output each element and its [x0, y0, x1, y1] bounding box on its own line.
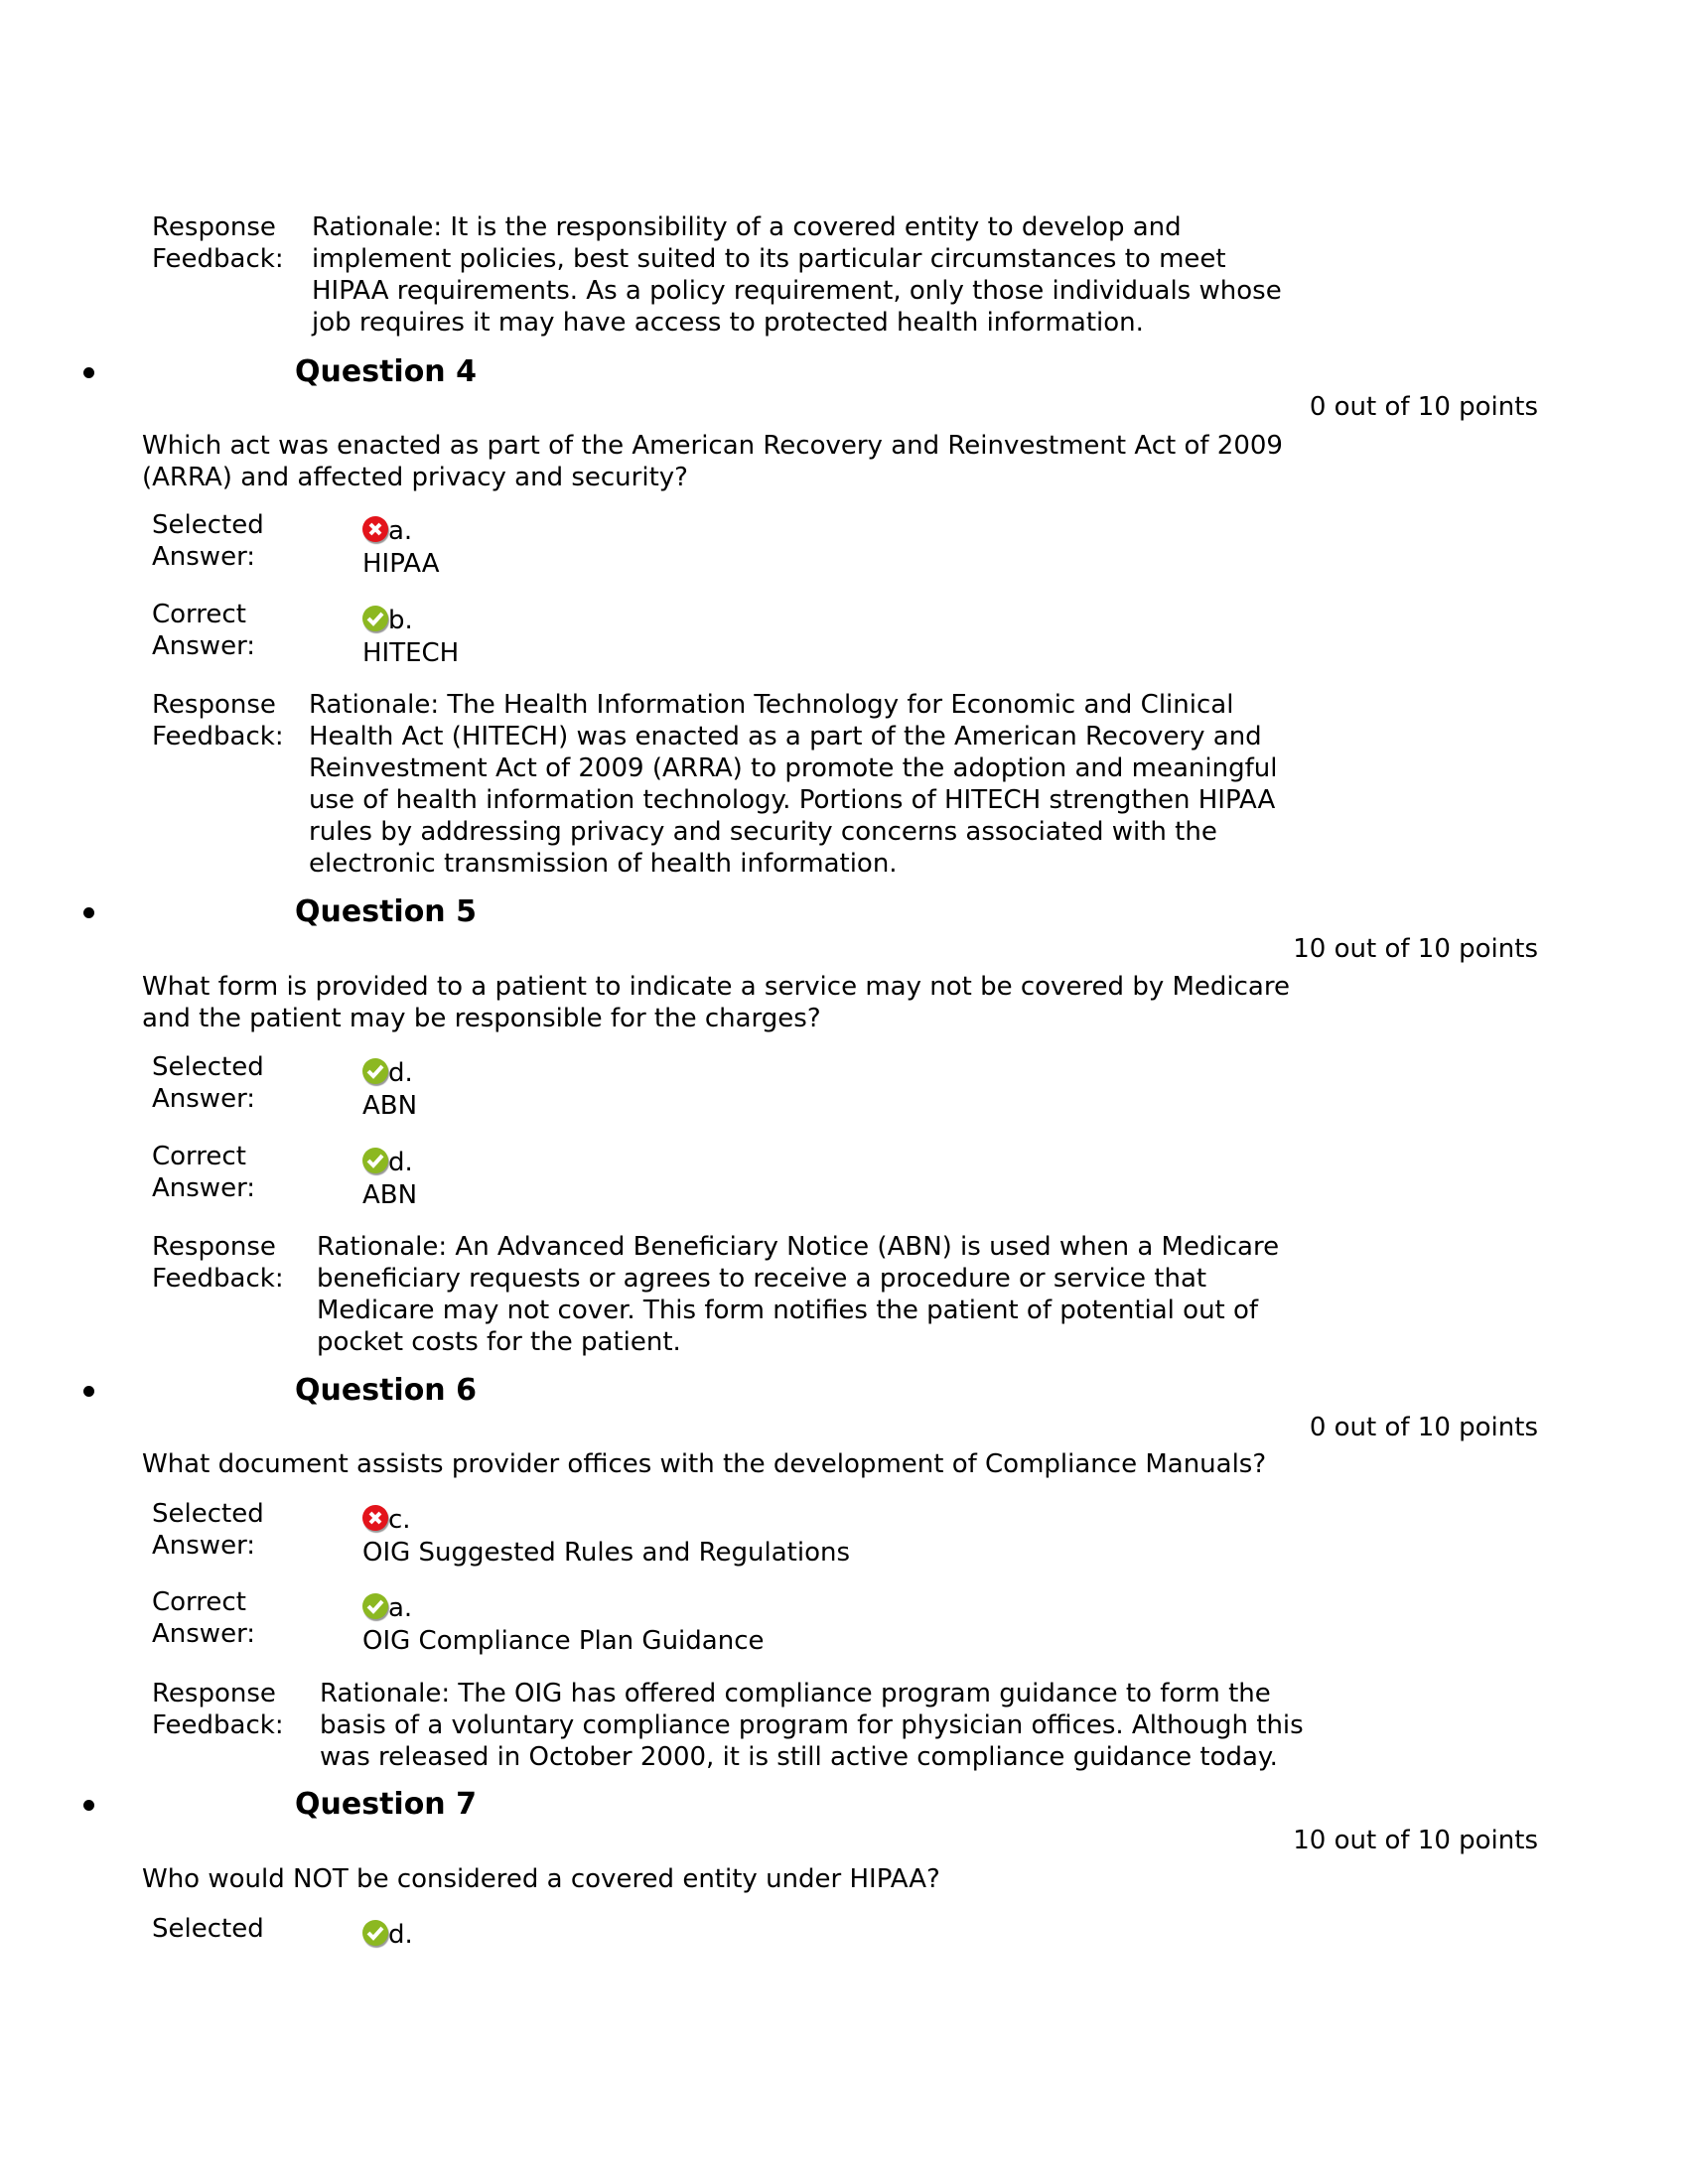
answer-letter: d.	[388, 1058, 413, 1088]
check-circle-icon	[362, 606, 388, 631]
question-title: Question 4	[295, 354, 477, 389]
answer-value: OIG Suggested Rules and Regulations	[362, 1538, 851, 1568]
feedback-line: Medicare may not cover. This form notifies the patient of potential out of	[317, 1296, 1259, 1325]
answer-choice	[362, 1147, 413, 1178]
question-text: and the patient may be responsible for the charges?	[142, 1004, 821, 1033]
answer-label: Answer:	[152, 1084, 256, 1114]
feedback-line: basis of a voluntary compliance program for physician offices. Although this	[320, 1710, 1304, 1740]
question-title: Question 5	[295, 894, 477, 929]
check-circle-icon	[362, 1920, 388, 1946]
answer-choice	[362, 1592, 412, 1624]
selected-label: Selected	[152, 1052, 264, 1082]
feedback-line: rules by addressing privacy and security concerns associated with the	[309, 817, 1217, 847]
correct-label: Correct	[152, 1587, 246, 1617]
answer-label: Answer:	[152, 1531, 256, 1561]
answer-letter: b.	[388, 606, 413, 635]
answer-label: Answer:	[152, 1173, 256, 1203]
response-label: Response	[152, 1232, 276, 1262]
answer-choice	[362, 605, 413, 636]
feedback-line: Rationale: The OIG has offered compliance program guidance to form the	[320, 1679, 1271, 1708]
feedback-line: Rationale: An Advanced Beneficiary Notice (ABN) is used when a Medicare	[317, 1232, 1280, 1262]
bullet	[83, 907, 94, 918]
feedback-line: HIPAA requirements. As a policy requirement, only those individuals whose	[312, 276, 1282, 306]
answer-choice	[362, 515, 412, 547]
answer-choice	[362, 1057, 413, 1089]
answer-value: OIG Compliance Plan Guidance	[362, 1626, 765, 1656]
points-score: 10 out of 10 points	[1293, 1826, 1538, 1855]
bullet	[83, 367, 94, 378]
answer-label: Answer:	[152, 631, 256, 661]
bullet	[83, 1386, 94, 1397]
correct-label: Correct	[152, 600, 246, 629]
answer-choice	[362, 1919, 413, 1951]
answer-label: Answer:	[152, 542, 256, 572]
points-score: 10 out of 10 points	[1293, 934, 1538, 964]
feedback-line: beneficiary requests or agrees to receive a procedure or service that	[317, 1264, 1207, 1294]
question-title: Question 6	[295, 1373, 477, 1408]
feedback-line: was released in October 2000, it is still active compliance guidance today.	[320, 1742, 1278, 1772]
feedback-label: Feedback:	[152, 1264, 284, 1294]
check-circle-icon	[362, 1593, 388, 1619]
selected-label: Selected	[152, 1914, 264, 1944]
selected-label: Selected	[152, 1499, 264, 1529]
question-text: Who would NOT be considered a covered entity under HIPAA?	[142, 1864, 940, 1894]
response-label: Response	[152, 1679, 276, 1708]
question-text: (ARRA) and affected privacy and security?	[142, 463, 688, 492]
x-circle-icon	[362, 516, 388, 542]
check-circle-icon	[362, 1148, 388, 1173]
points-score: 0 out of 10 points	[1309, 1413, 1538, 1442]
answer-value: ABN	[362, 1091, 418, 1121]
feedback-label: Feedback:	[152, 244, 284, 274]
answer-letter: c.	[388, 1505, 411, 1535]
question-text: What document assists provider offices with the development of Compliance Manuals?	[142, 1449, 1267, 1479]
answer-value: HITECH	[362, 638, 460, 668]
answer-label: Answer:	[152, 1619, 256, 1649]
question-title: Question 7	[295, 1787, 477, 1822]
feedback-line: Rationale: It is the responsibility of a covered entity to develop and	[312, 212, 1182, 242]
feedback-line: electronic transmission of health information.	[309, 849, 898, 879]
answer-letter: a.	[388, 516, 413, 546]
correct-label: Correct	[152, 1142, 246, 1171]
feedback-line: Health Act (HITECH) was enacted as a part of the American Recovery and	[309, 722, 1262, 751]
question-text: Which act was enacted as part of the American Recovery and Reinvestment Act of 2009	[142, 431, 1283, 461]
answer-value: HIPAA	[362, 549, 440, 579]
x-circle-icon	[362, 1505, 388, 1531]
points-score: 0 out of 10 points	[1309, 392, 1538, 422]
feedback-line: implement policies, best suited to its particular circumstances to meet	[312, 244, 1226, 274]
feedback-line: Reinvestment Act of 2009 (ARRA) to promote the adoption and meaningful	[309, 753, 1278, 783]
check-circle-icon	[362, 1058, 388, 1084]
answer-value: ABN	[362, 1180, 418, 1210]
answer-choice	[362, 1504, 411, 1536]
feedback-line: Rationale: The Health Information Technology for Economic and Clinical	[309, 690, 1234, 720]
answer-letter: a.	[388, 1593, 413, 1623]
feedback-line: job requires it may have access to protected health information.	[312, 308, 1144, 338]
selected-label: Selected	[152, 510, 264, 540]
response-label: Response	[152, 212, 276, 242]
feedback-label: Feedback:	[152, 1710, 284, 1740]
response-label: Response	[152, 690, 276, 720]
feedback-line: pocket costs for the patient.	[317, 1327, 681, 1357]
answer-letter: d.	[388, 1148, 413, 1177]
answer-letter: d.	[388, 1920, 413, 1950]
feedback-line: use of health information technology. Portions of HITECH strengthen HIPAA	[309, 785, 1276, 815]
feedback-label: Feedback:	[152, 722, 284, 751]
bullet	[83, 1800, 94, 1811]
question-text: What form is provided to a patient to indicate a service may not be covered by Medicare	[142, 972, 1290, 1002]
